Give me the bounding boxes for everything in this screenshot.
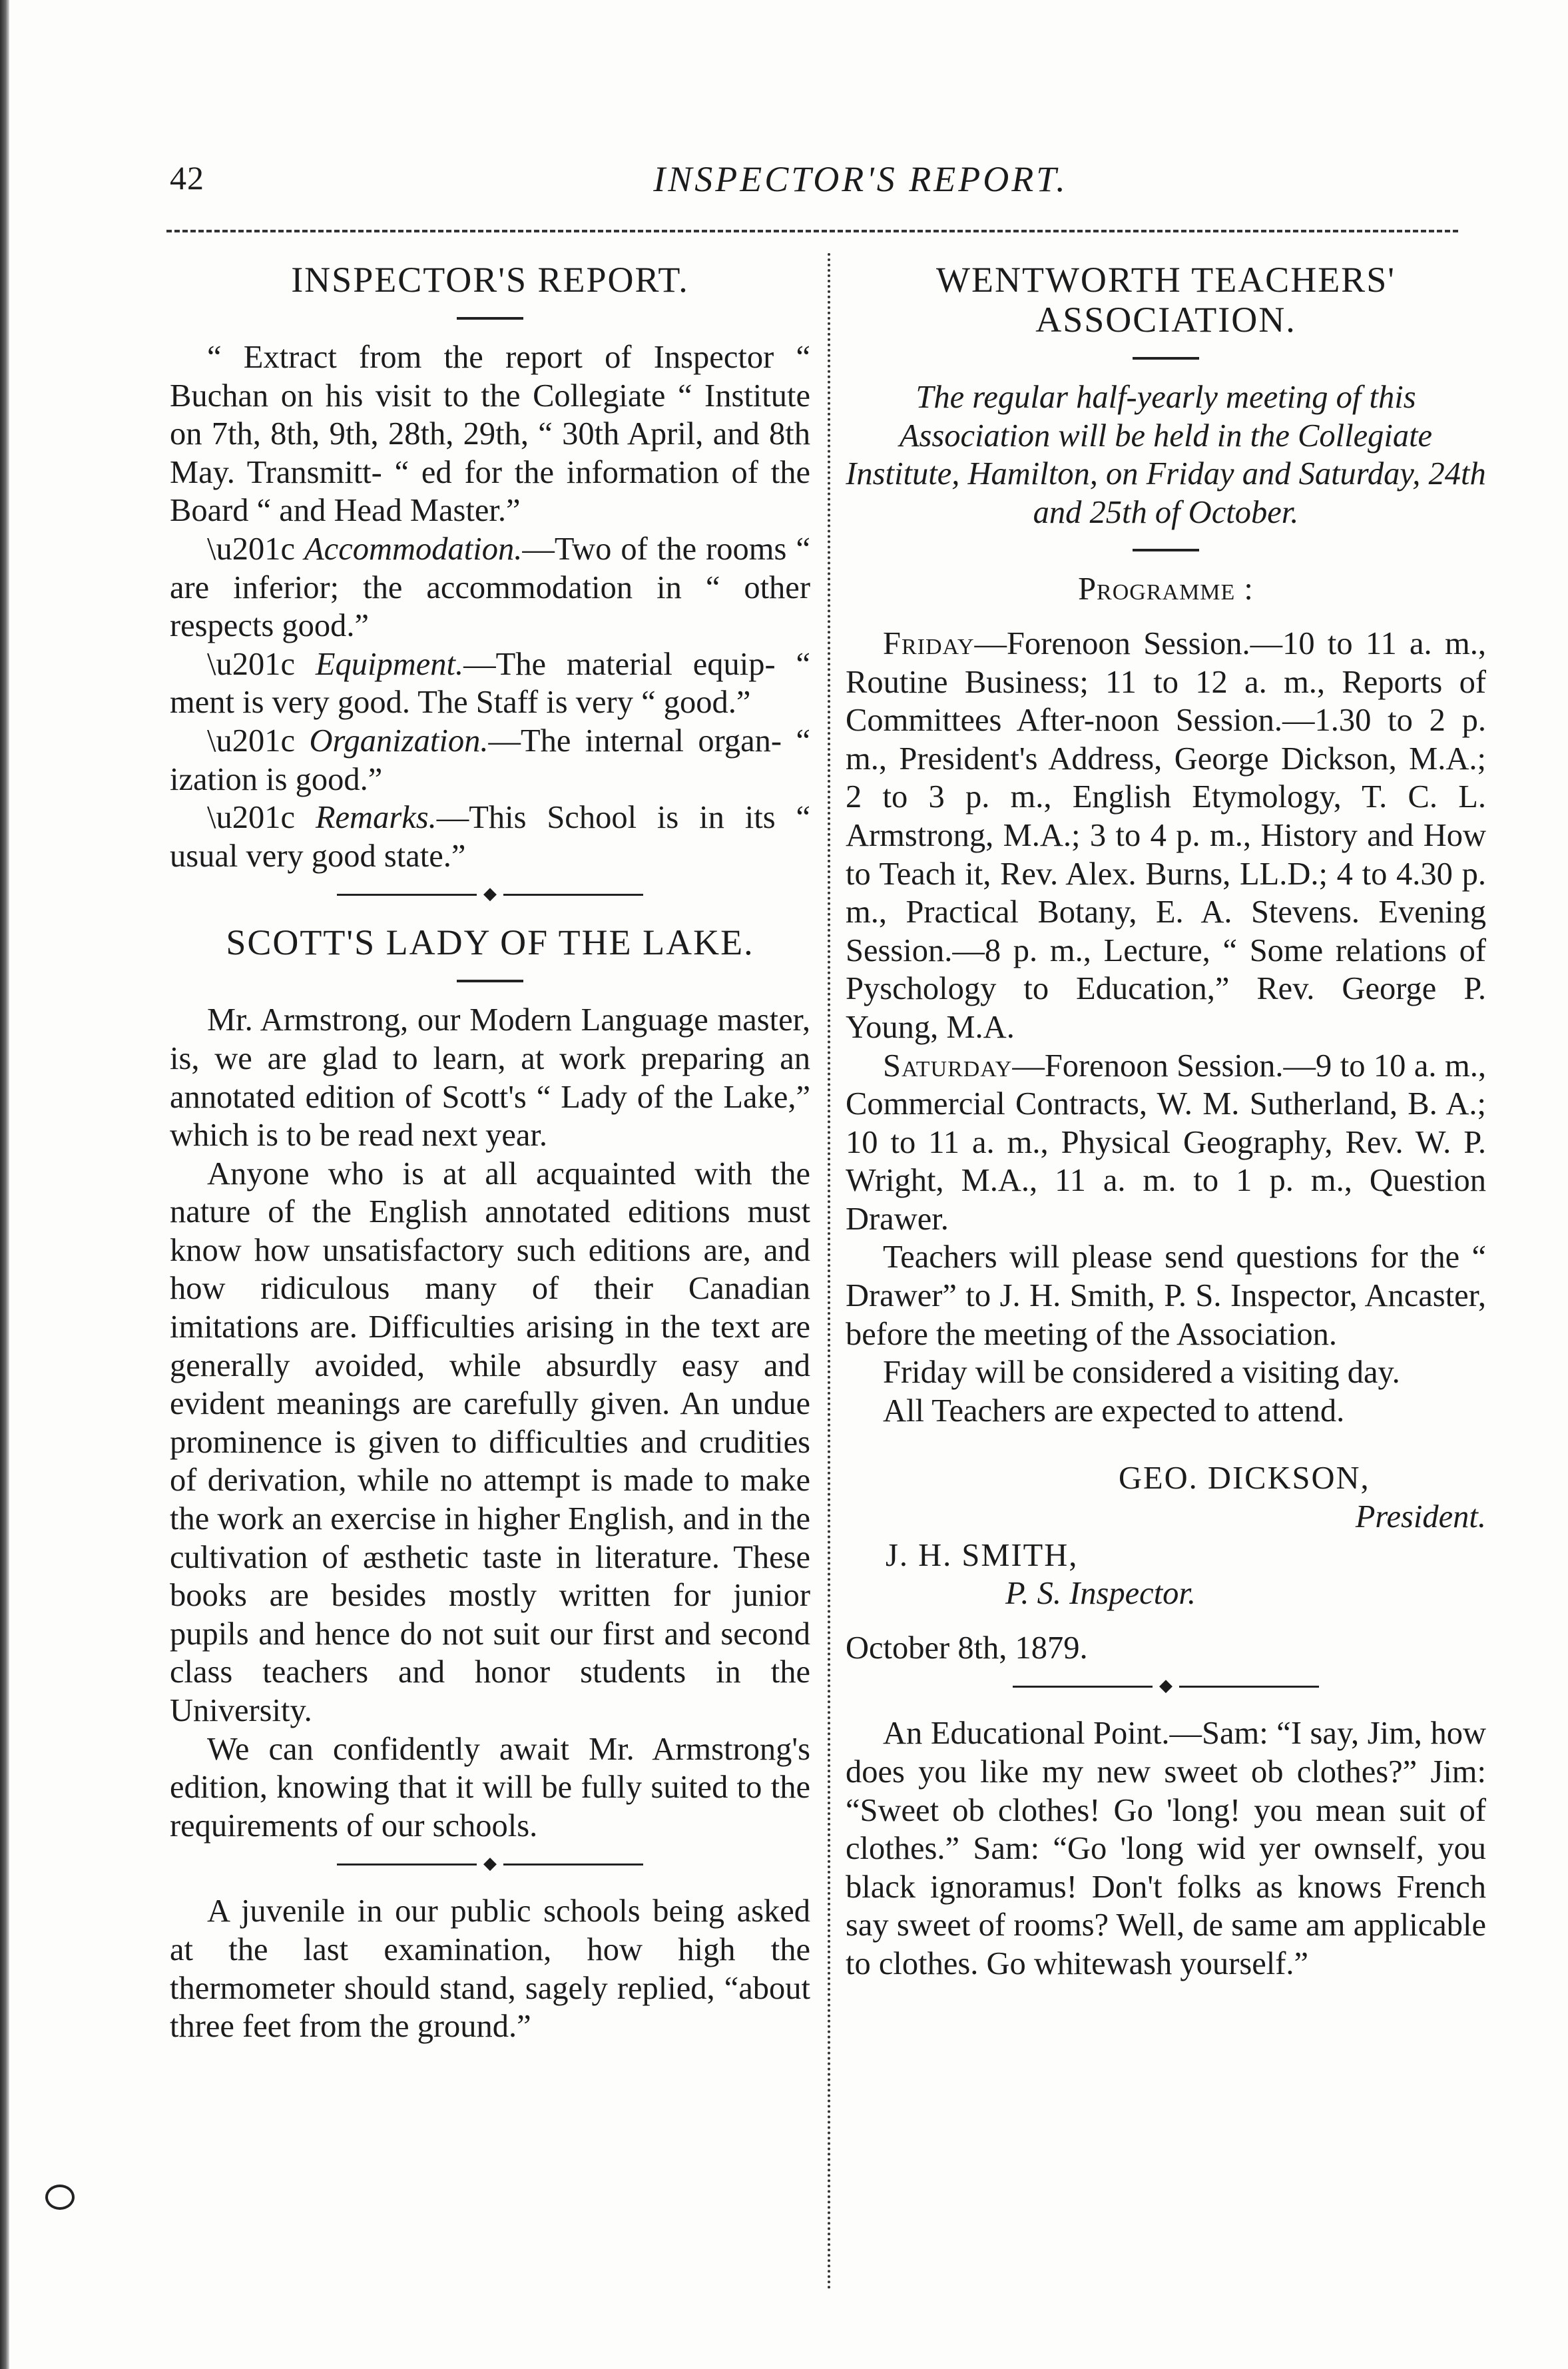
title-rule: [1133, 357, 1199, 360]
signature-title: P. S. Inspector.: [1005, 1576, 1196, 1612]
section-text: —The material equip- “ ment is very good. The Staff is very “ good.”: [170, 646, 810, 721]
educational-point-article: [846, 1714, 1486, 1983]
paragraph: Anyone who is at all acquainted with the nature of the English annotated editions must know how unsatisfactory such editions are, and how ridiculous many of their Canadian imitations are. Difficulties arising in the text are generally avoided, while absurdly easy and evident meanings are carefully given. An undue prominence is given to difficulties and crudities of derivation, while no attempt is made to make the work an exercise in higher English, and in the cultivation of æsthetic taste in literature. These books are besides mostly written for junior pupils and hence do not suit our first and second class teachers and honor students in the University.: [170, 1156, 810, 1728]
right-column: [846, 260, 1486, 1983]
page-edge-shadow: [0, 0, 9, 2369]
paragraph: \u201c Remarks.—This School is in its “ usual very good state.”: [170, 800, 810, 874]
programme-heading: Programme :: [1078, 571, 1254, 607]
section-text: —Two of the rooms “ are inferior; the accommodation in “ other respects good.”: [170, 531, 810, 644]
signature-title: President.: [1355, 1499, 1486, 1535]
article-title: SCOTT'S LADY OF THE LAKE.: [226, 922, 754, 963]
paragraph: Friday will be considered a visiting day.: [883, 1355, 1400, 1391]
title-rule: [1133, 549, 1199, 551]
ornamental-rule: [337, 1854, 643, 1873]
day-text: —Forenoon Session.—9 to 10 a. m., Commercial Contracts, W. M. Sutherland, B. A.; 10 to 11 a. m., Physical Geography, Rev. W. P. Wright, M.A., 11 a. m. to 1 p. m., Question Drawer.: [846, 1048, 1486, 1237]
paragraph: Mr. Armstrong, our Modern Language master, is, we are glad to learn, at work preparing an annotated edition of Scott's “ Lady of the Lake,” which is to be read next year.: [170, 1002, 810, 1154]
paragraph: All Teachers are expected to attend.: [883, 1393, 1345, 1429]
meeting-notice: The regular half-yearly meeting of this Association will be held in the Collegiate Institute, Hamilton, on Friday and Saturday, 24th and 25th of October.: [846, 380, 1486, 530]
signature-name: GEO. DICKSON,: [1119, 1461, 1370, 1497]
article-title: INSPECTOR'S REPORT.: [291, 260, 689, 300]
section-label: Remarks.: [315, 800, 437, 836]
notice-date: October 8th, 1879.: [846, 1630, 1088, 1666]
paragraph: We can confidently await Mr. Armstrong's edition, knowing that it will be fully suited to the requirements of our schools.: [170, 1731, 810, 1844]
paragraph: \u201c Organization.—The internal organ- “ ization is good.”: [170, 723, 810, 797]
title-rule: [457, 980, 523, 982]
section-label: Accommodation.: [304, 531, 523, 567]
ornament-icon: ◆: [477, 1856, 503, 1871]
paragraph: An Educational Point.—Sam: “I say, Jim, how does you like my new sweet ob clothes?” Jim: “Sweet ob clothes! Go 'long! you mean suit of clothes.” Sam: “Go 'long wid yer ownself, you black ignoramus! Don't folks as knows French say sweet of rooms? Well, de same am applicable to clothes. Go whitewash yourself.”: [846, 1716, 1486, 1981]
column-divider: [828, 253, 830, 2291]
inspectors-report-article: [170, 260, 810, 875]
paragraph: \u201c Accommodation.—Two of the rooms “ are inferior; the accommodation in “ other respects good.”: [170, 531, 810, 644]
title-rule: [457, 317, 523, 320]
scotts-lady-article: [170, 922, 810, 1845]
juvenile-article: [170, 1892, 810, 2045]
section-text: —The internal organ- “ ization is good.”: [170, 723, 810, 797]
friday-programme: [846, 625, 1486, 1047]
section-text: —This School is in its “ usual very good state.”: [170, 800, 810, 874]
ornamental-rule: [1013, 1676, 1319, 1696]
wentworth-article: [846, 260, 1486, 1667]
section-label: Organization.: [309, 723, 489, 759]
paragraph: “ Extract from the report of Inspector “ Buchan on his visit to the Collegiate “ Institute on 7th, 8th, 9th, 28th, 29th, “ 30th April, and 8th May. Transmitt- “ ed for the information of the Board “ and Head Master.”: [170, 340, 810, 529]
day-text: —Forenoon Session.—10 to 11 a. m., Routine Business; 11 to 12 a. m., Reports of Committees After-noon Session.—1.30 to 2 p. m., President's Address, George Dickson, M.A.; 2 to 3 p. m., English Etymology, T. C. L. Armstrong, M.A.; 3 to 4 p. m., History and How to Teach it, Rev. Alex. Burns, LL.D.; 4 to 4.30 p. m., Practical Botany, E. A. Stevens. Evening Session.—8 p. m., Lecture, “ Some relations of Pyschology to Education,” Rev. George P. Young, M.A.: [846, 625, 1486, 1045]
page-number: 42: [170, 159, 204, 196]
ornament-icon: ◆: [1153, 1678, 1179, 1693]
saturday-programme: [846, 1047, 1486, 1239]
left-column: [170, 260, 810, 2046]
paragraph: \u201c Equipment.—The material equip- “ ment is very good. The Staff is very “ good.”: [170, 646, 810, 721]
day-label: Friday: [883, 625, 975, 661]
running-title: INSPECTOR'S REPORT.: [653, 159, 1068, 199]
article-title: WENTWORTH TEACHERS' ASSOCIATION.: [936, 260, 1396, 340]
ornamental-rule: [337, 884, 643, 904]
paragraph: A juvenile in our public schools being asked at the last examination, how high the thermometer should stand, sagely replied, “about three feet from the ground.”: [170, 1893, 810, 2045]
page-corner-mark: [45, 2185, 75, 2210]
ornament-icon: ◆: [477, 886, 503, 901]
signature-name: J. H. SMITH,: [886, 1537, 1079, 1573]
section-label: Equipment.: [315, 646, 464, 682]
day-label: Saturday: [883, 1048, 1013, 1084]
header-rule: [166, 230, 1458, 232]
paragraph: Teachers will please send questions for the “ Drawer” to J. H. Smith, P. S. Inspector, Ancaster, before the meeting of the Association.: [846, 1239, 1486, 1352]
